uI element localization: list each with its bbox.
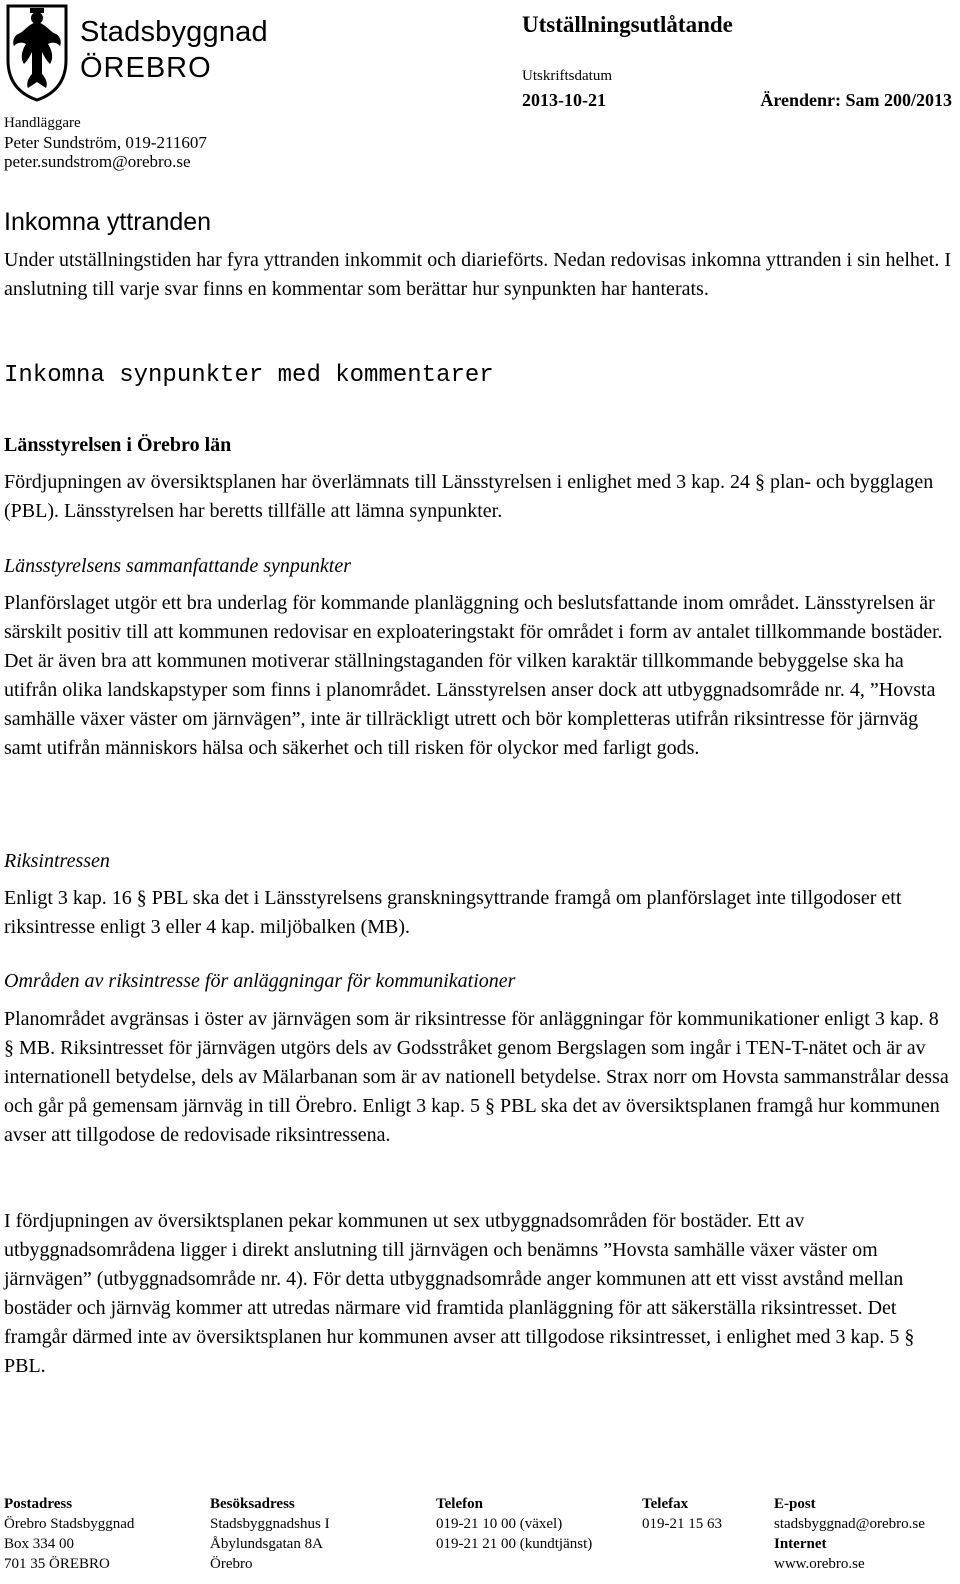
footer-telefon-line: 019-21 10 00 (växel) bbox=[436, 1516, 563, 1532]
footer-besoksadress-line: Åbylundsgatan 8A bbox=[210, 1536, 323, 1552]
logo-line-1: Stadsbyggnad bbox=[80, 16, 268, 48]
document-title: Utställningsutlåtande bbox=[522, 12, 733, 37]
utskrift-date: 2013-10-21 bbox=[522, 90, 606, 110]
intro-paragraph: Under utställningstiden har fyra yttranden inkommit och diarieförts. Nedan redovisas inkomna yttranden i sin helhet. I anslutning till varje svar finns en kommentar som berättar hur synpunkten har hanterats. bbox=[4, 249, 951, 300]
subheading-sammanfattande: Länsstyrelsens sammanfattande synpunkter bbox=[4, 555, 352, 577]
paragraph-3: Enligt 3 kap. 16 § PBL ska det i Länsstyrelsens granskningsyttrande framgå om planförslaget inte tillgodoser ett riksintresse enligt 3 eller 4 kap. miljöbalken (MB). bbox=[4, 887, 902, 938]
utskrift-label: Utskriftsdatum bbox=[522, 68, 612, 84]
footer-postadress bbox=[4, 1494, 134, 1574]
paragraph-1: Fördjupningen av översiktsplanen har överlämnats till Länsstyrelsen i enlighet med 3 kap. 24 § plan- och bygglagen (PBL). Länsstyrelsen har beretts tillfälle att lämna synpunkter. bbox=[4, 471, 934, 522]
footer-telefax-label: Telefax bbox=[642, 1496, 689, 1512]
logo-line-2: ÖREBRO bbox=[80, 52, 212, 84]
footer-epost bbox=[774, 1494, 925, 1574]
footer-telefon bbox=[436, 1494, 592, 1554]
heading-lansstyrelsen: Länsstyrelsen i Örebro län bbox=[4, 434, 232, 456]
handlaggare-email: peter.sundstrom@orebro.se bbox=[4, 152, 191, 171]
footer-besoksadress-label: Besöksadress bbox=[210, 1496, 295, 1512]
handlaggare-label: Handläggare bbox=[4, 115, 81, 131]
paragraph-5: I fördjupningen av översiktsplanen pekar kommunen ut sex utbyggnadsområden för bostäder. Ett av utbyggnadsområdena ligger i direkt anslutning till järnvägen och benämns ”Hovsta samhälle växer väster om järnvägen” (utbyggnadsområde nr. 4). För detta utbyggnadsområde anger kommunen att ett visst avstånd mellan bostäder och järnväg kommer att utredas närmare vid framtida planläggning för att säkerställa riksintresset. Det framgår därmed inte av översiktsplanen hur kommunen avser att tillgodose riksintresset, i enlighet med 3 kap. 5 § PBL. bbox=[4, 1210, 915, 1377]
subheading-omraden: Områden av riksintresse för anläggningar för kommunikationer bbox=[4, 970, 516, 992]
heading-inkomna-yttranden: Inkomna yttranden bbox=[4, 208, 212, 236]
footer-telefon-line: 019-21 21 00 (kundtjänst) bbox=[436, 1536, 593, 1552]
footer-postadress-line: Box 334 00 bbox=[4, 1536, 75, 1552]
footer-besoksadress bbox=[210, 1494, 330, 1574]
arende-number: Ärendenr: Sam 200/2013 bbox=[760, 90, 952, 110]
handlaggare-block bbox=[4, 114, 207, 171]
footer-postadress-line: Örebro Stadsbyggnad bbox=[4, 1516, 135, 1532]
footer-telefon-label: Telefon bbox=[436, 1496, 483, 1512]
handlaggare-name: Peter Sundström, 019-211607 bbox=[4, 133, 207, 152]
footer-internet-label: Internet bbox=[774, 1536, 827, 1552]
paragraph-2: Planförslaget utgör ett bra underlag för kommande planläggning och beslutsfattande inom området. Länsstyrelsen är särskilt positiv till att kommunen redovisar en exploateringstakt för området i form av antalet tillkommande bostäder. Det är även bra att kommunen motiverar ställningstaganden för vilken karaktär tillkommande bebyggelse ska ha utifrån olika landskapstyper som finns i planområdet. Länsstyrelsen anser dock att utbyggnadsområde nr. 4, ”Hovsta samhälle växer väster om järnvägen”, inte är tillräckligt utrett och bör kompletteras utifrån riksintresse för järnväg samt utifrån människors hälsa och säkerhet och till risken för olyckor med farligt gods. bbox=[4, 592, 943, 759]
footer-internet-link[interactable]: www.orebro.se bbox=[774, 1556, 865, 1572]
footer-telefax bbox=[642, 1494, 722, 1534]
footer-besoksadress-line: Stadsbyggnadshus I bbox=[210, 1516, 330, 1532]
footer-postadress-label: Postadress bbox=[4, 1496, 73, 1512]
stadsbyggnad-logo bbox=[4, 2, 268, 106]
heading-inkomna-synpunkter: Inkomna synpunkter med kommentarer bbox=[4, 362, 494, 389]
subheading-riksintressen: Riksintressen bbox=[4, 850, 110, 872]
footer-besoksadress-line: Örebro bbox=[210, 1556, 253, 1572]
footer-telefax-line: 019-21 15 63 bbox=[642, 1516, 722, 1532]
footer-epost-link[interactable]: stadsbyggnad@orebro.se bbox=[774, 1516, 925, 1532]
paragraph-4: Planområdet avgränsas i öster av järnvägen som är riksintresse för anläggningar för kommunikationer enligt 3 kap. 8 § MB. Riksintresset för järnvägen utgörs dels av Godsstråket genom Bergslagen som ingår i TEN-T-nätet och är av internationell betydelse, dels av Mälarbanan som är av nationell betydelse. Strax norr om Hovsta sammanstrålar dessa och går på gemensam järnväg in till Örebro. Enligt 3 kap. 5 § PBL ska det av översiktsplanen framgå hur kommunen avser att tillgodose de redovisade riksintressena. bbox=[4, 1008, 949, 1146]
footer-epost-label: E-post bbox=[774, 1496, 816, 1512]
footer-postadress-line: 701 35 ÖREBRO bbox=[4, 1556, 110, 1572]
coat-of-arms-icon bbox=[4, 2, 70, 102]
